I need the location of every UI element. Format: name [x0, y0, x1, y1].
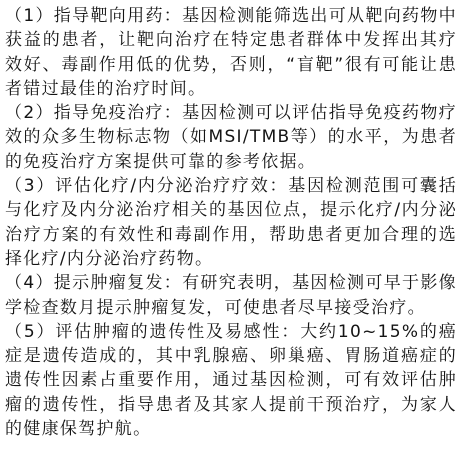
- paragraph-targeted-therapy: （1）指导靶向用药：基因检测能筛选出可从靶向药物中获益的患者，让靶向治疗在特定患者群体中发挥出其疗效好、毒副作用低的优势，否则，“盲靶”很有可能让患者错过最佳的治疗时间。: [5, 6, 457, 99]
- paragraph-heredity: （5）评估肿瘤的遗传性及易感性：大约10~15%的癌症是遗传造成的，其中乳腺癌、卵巢癌、胃肠道癌症的遗传性因素占重要作用，通过基因检测，可有效评估肿瘤的遗传性，指导患者及其家人提前干预治疗，为家人的健康保驾护航。: [5, 321, 457, 440]
- article-body: [5, 4, 457, 441]
- paragraph-immunotherapy: （2）指导免疫治疗：基因检测可以评估指导免疫药物疗效的众多生物标志物（如MSI/TMB等）的水平，为患者的免疫治疗方案提供可靠的参考依据。: [5, 103, 457, 172]
- paragraph-recurrence: （4）提示肿瘤复发：有研究表明，基因检测可早于影像学检查数月提示肿瘤复发，可使患者尽早接受治疗。: [5, 273, 457, 318]
- paragraph-chemotherapy: （3）评估化疗/内分泌治疗疗效：基因检测范围可囊括与化疗及内分泌治疗相关的基因位点，提示化疗/内分泌治疗方案的有效性和毒副作用，帮助患者更加合理的选择化疗/内分泌治疗药物。: [5, 176, 457, 269]
